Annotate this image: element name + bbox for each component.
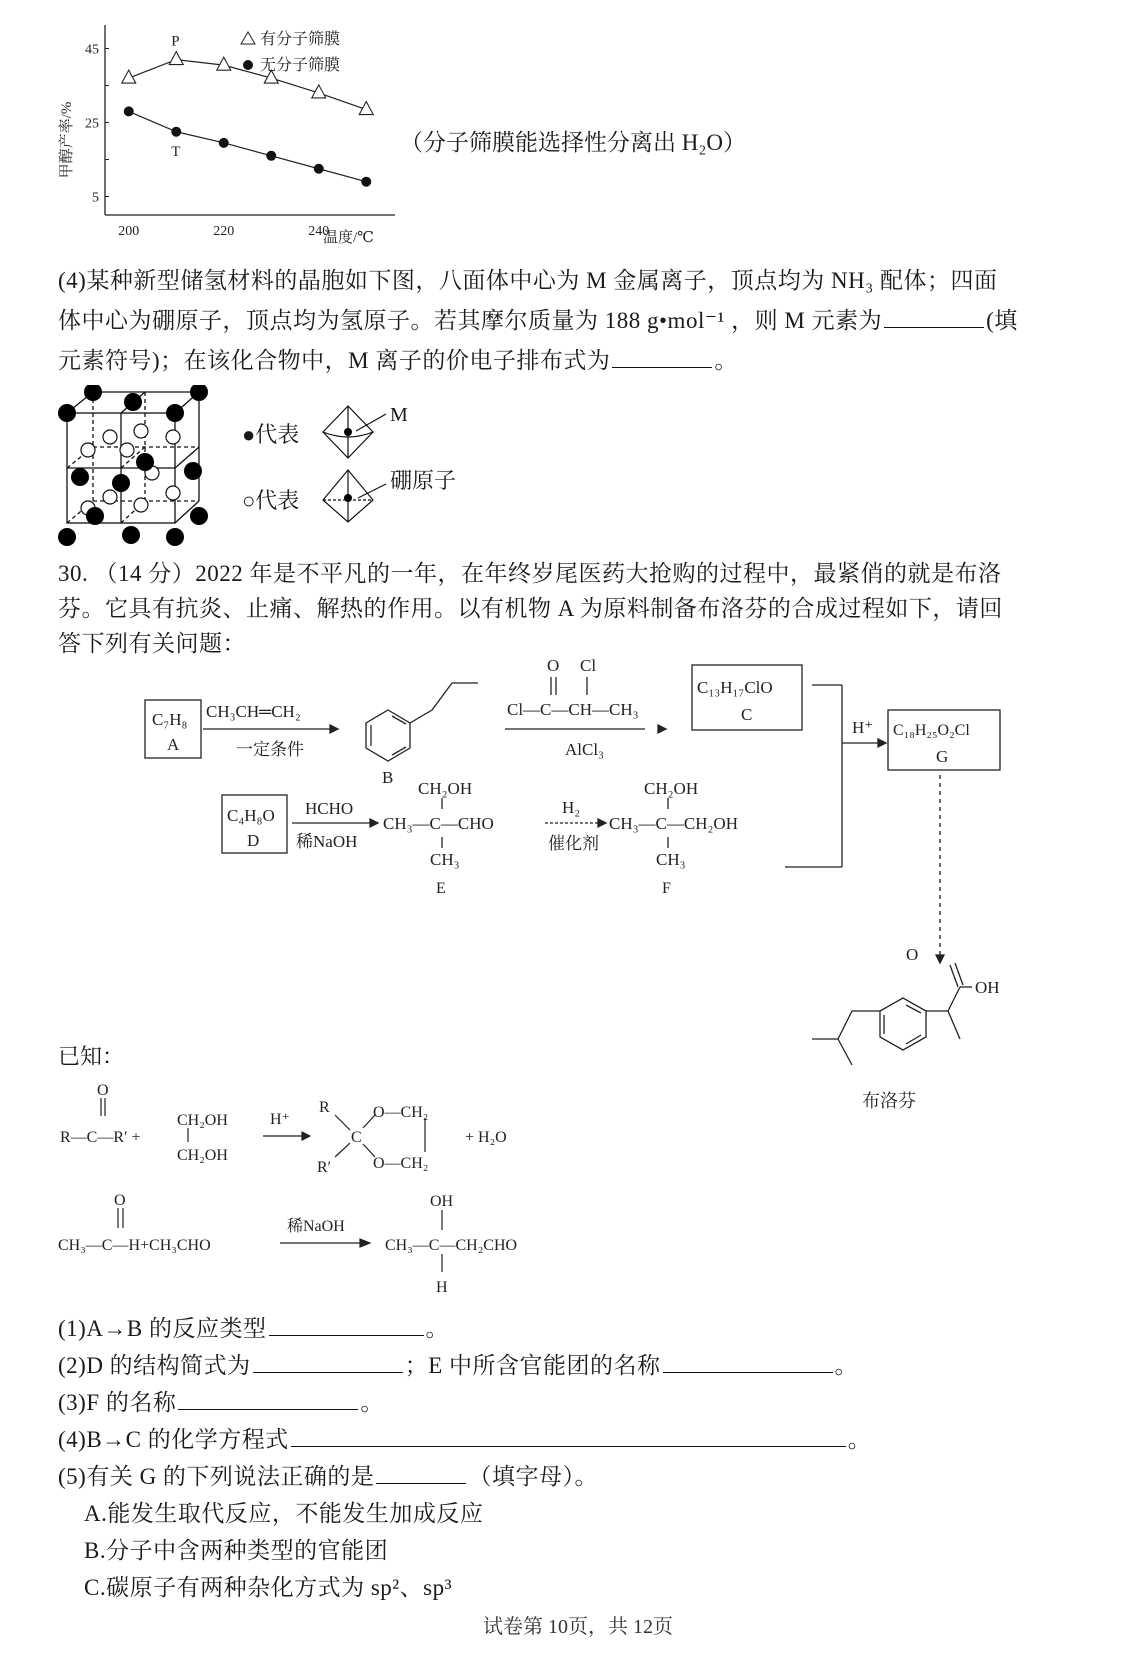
question-4-text: (4)B→C 的化学方程式 [58, 1427, 289, 1452]
q4-line-2-text: 体中心为硼原子，顶点均为氢原子。若其摩尔质量为 188 g•mol⁻¹ ，则 M 元素为 [58, 308, 883, 333]
data-point-circle [219, 138, 229, 148]
ibuprofen-oh: OH [975, 978, 1000, 997]
question-1 [58, 1310, 449, 1343]
q4-line-3-end: 。 [714, 348, 738, 373]
g-label: G [936, 747, 949, 766]
answer-blank-electron-config[interactable] [612, 366, 712, 368]
f-main: CH₃—C—CH₂OH [609, 814, 738, 833]
answer-blank-q5[interactable] [376, 1482, 466, 1484]
answer-blank-m-element[interactable] [884, 326, 984, 328]
y-tick-label: 25 [85, 116, 99, 132]
chart-annotation: （分子筛膜能选择性分离出 H₂O） [400, 130, 746, 155]
b-label: B [382, 768, 394, 787]
question-5 [58, 1458, 598, 1491]
acyl-o: O [547, 656, 560, 675]
a-reagent: CH₃CH═CH₂ [206, 702, 301, 721]
option-b: B.分子中含两种类型的官能团 [84, 1538, 389, 1563]
catalyst: 催化剂 [548, 834, 599, 853]
d-formula: C₄H₈O [227, 806, 275, 825]
methanol-yield-chart [55, 20, 400, 248]
data-point-circle [266, 151, 276, 161]
question-3-end: 。 [360, 1390, 384, 1415]
d-reagent: HCHO [305, 799, 354, 818]
a-label: A [167, 735, 180, 754]
q4-line-3 [58, 342, 738, 375]
c-formula: C₁₃H₁₇ClO [697, 678, 773, 697]
ibuprofen-o: O [906, 945, 919, 964]
option-c: C.碳原子有两种杂化方式为 sp²、sp³ [84, 1575, 453, 1600]
e-main: CH₃—C—CHO [383, 814, 494, 833]
polyhedra-legend [318, 400, 388, 530]
crystal-cell-diagram [55, 385, 225, 550]
legend-circle-icon [243, 60, 253, 70]
question-2 [58, 1347, 858, 1380]
answer-blank-q2-e[interactable] [663, 1371, 833, 1373]
r1-lhs: R—C—R′ + [60, 1129, 141, 1146]
question-3 [58, 1384, 384, 1417]
y-tick-label: 45 [85, 42, 99, 58]
r1-rprime: R′ [317, 1159, 332, 1176]
e-top: CH₂OH [418, 779, 473, 798]
data-point-circle [314, 164, 324, 174]
r2-lhs: CH₃—C—H+CH₃CHO [58, 1237, 211, 1254]
question-5-end: （填字母）。 [468, 1464, 598, 1489]
legend-triangle-icon [241, 32, 255, 44]
r1-c: C [351, 1129, 362, 1146]
known-title: 已知： [58, 1044, 125, 1069]
acyl-catalyst: AlCl₃ [565, 740, 604, 759]
r2-o: O [114, 1192, 126, 1209]
question-4-end: 。 [847, 1427, 872, 1452]
q4-line-2-end: (填 [986, 308, 1018, 333]
r2-h: H [436, 1279, 448, 1296]
answer-blank-q1[interactable] [269, 1334, 424, 1336]
x-axis-label: 温度/℃ [323, 230, 374, 246]
d-label: D [247, 831, 260, 850]
g-reagent: H⁺ [852, 718, 874, 737]
question-3-text: (3)F 的名称 [58, 1390, 177, 1415]
q30-line-3: 答下列有关问题： [58, 631, 246, 656]
r1-water: + H₂O [465, 1129, 507, 1146]
x-tick-label: 240 [308, 224, 330, 239]
option-a: A.能发生取代反应，不能发生加成反应 [84, 1501, 484, 1526]
data-point-circle [171, 127, 181, 137]
a-formula: C₇H₈ [152, 710, 188, 729]
r1-condition: H⁺ [270, 1111, 290, 1128]
y-axis-label: 甲醇产率/% [59, 101, 75, 179]
question-2-end: 。 [834, 1353, 858, 1378]
data-point-triangle [169, 52, 183, 65]
f-label: F [662, 880, 671, 897]
synthesis-scheme [0, 655, 1148, 1125]
r2-oh: OH [430, 1193, 454, 1210]
r1-r: R [319, 1099, 330, 1116]
r2-condition: 稀NaOH [287, 1218, 345, 1235]
c-label: C [741, 705, 753, 724]
data-point-circle [361, 177, 371, 187]
question-1-end: 。 [425, 1316, 450, 1341]
series-line-1 [129, 111, 367, 181]
y-tick-label: 5 [92, 190, 99, 206]
q4-line-3-text: 元素符号)；在该化合物中，M 离子的价电子排布式为 [58, 348, 611, 373]
r1-o: O [97, 1082, 109, 1099]
question-2-mid: ；E 中所含官能团的名称 [404, 1353, 661, 1378]
ibuprofen-label: 布洛芬 [862, 1091, 916, 1111]
label-m: M [390, 404, 408, 426]
r1-o-top: O—CH₂ [373, 1104, 429, 1121]
point-label-T: T [171, 143, 181, 160]
legend-label-with-membrane: 有分子筛膜 [260, 31, 341, 48]
acyl-cl: Cl [580, 656, 597, 675]
label-boron: 硼原子 [390, 468, 457, 493]
f-top: CH₂OH [644, 779, 699, 798]
a-condition: 一定条件 [236, 740, 304, 759]
e-bottom: CH₃ [430, 850, 460, 869]
q30-line-2: 芬。它具有抗炎、止痛、解热的作用。以有机物 A 为原料制备布洛芬的合成过程如下，请回 [58, 596, 1003, 621]
question-5-text: (5)有关 G 的下列说法正确的是 [58, 1464, 375, 1489]
legend-filled-label: ●代表 [242, 422, 300, 447]
page-footer: 试卷第 10页，共 12页 [483, 1616, 673, 1638]
g-formula: C₁₈H₂₅O₂Cl [893, 722, 970, 739]
d-condition: 稀NaOH [296, 832, 358, 851]
legend-label-without-membrane: 无分子筛膜 [260, 57, 341, 74]
q4-line-2 [58, 302, 1018, 335]
q4-line-1: (4)某种新型储氢材料的晶胞如下图，八面体中心为 M 金属离子，顶点均为 NH₃ 配体；四面 [58, 268, 998, 293]
r1-diol-top: CH₂OH [177, 1112, 228, 1129]
q30-line-1: 30. （14 分）2022 年是不平凡的一年，在年终岁尾医药大抢购的过程中，最紧俏的就是布洛 [58, 561, 1002, 586]
f-bottom: CH₃ [656, 850, 686, 869]
answer-blank-q2-d[interactable] [253, 1371, 403, 1373]
question-2-text: (2)D 的结构简式为 [58, 1353, 251, 1378]
acyl-main: Cl—C—CH—CH₃ [507, 700, 639, 719]
answer-blank-q3[interactable] [178, 1408, 358, 1410]
question-1-text: (1)A→B 的反应类型 [58, 1316, 267, 1341]
r1-diol-bottom: CH₂OH [177, 1147, 228, 1164]
known-reactions [55, 1080, 635, 1305]
x-tick-label: 200 [118, 224, 140, 239]
question-4 [58, 1421, 871, 1454]
point-label-P: P [171, 33, 180, 50]
data-point-circle [124, 106, 134, 116]
data-point-triangle [217, 57, 231, 70]
r2-rhs: CH₃—C—CH₂CHO [385, 1237, 518, 1254]
e-label: E [436, 880, 446, 897]
answer-blank-q4[interactable] [291, 1445, 846, 1447]
r1-o-bottom: O—CH₂ [373, 1155, 429, 1172]
legend-open-label: ○代表 [242, 488, 300, 513]
h2-reagent: H₂ [562, 798, 581, 817]
x-tick-label: 220 [213, 224, 235, 239]
